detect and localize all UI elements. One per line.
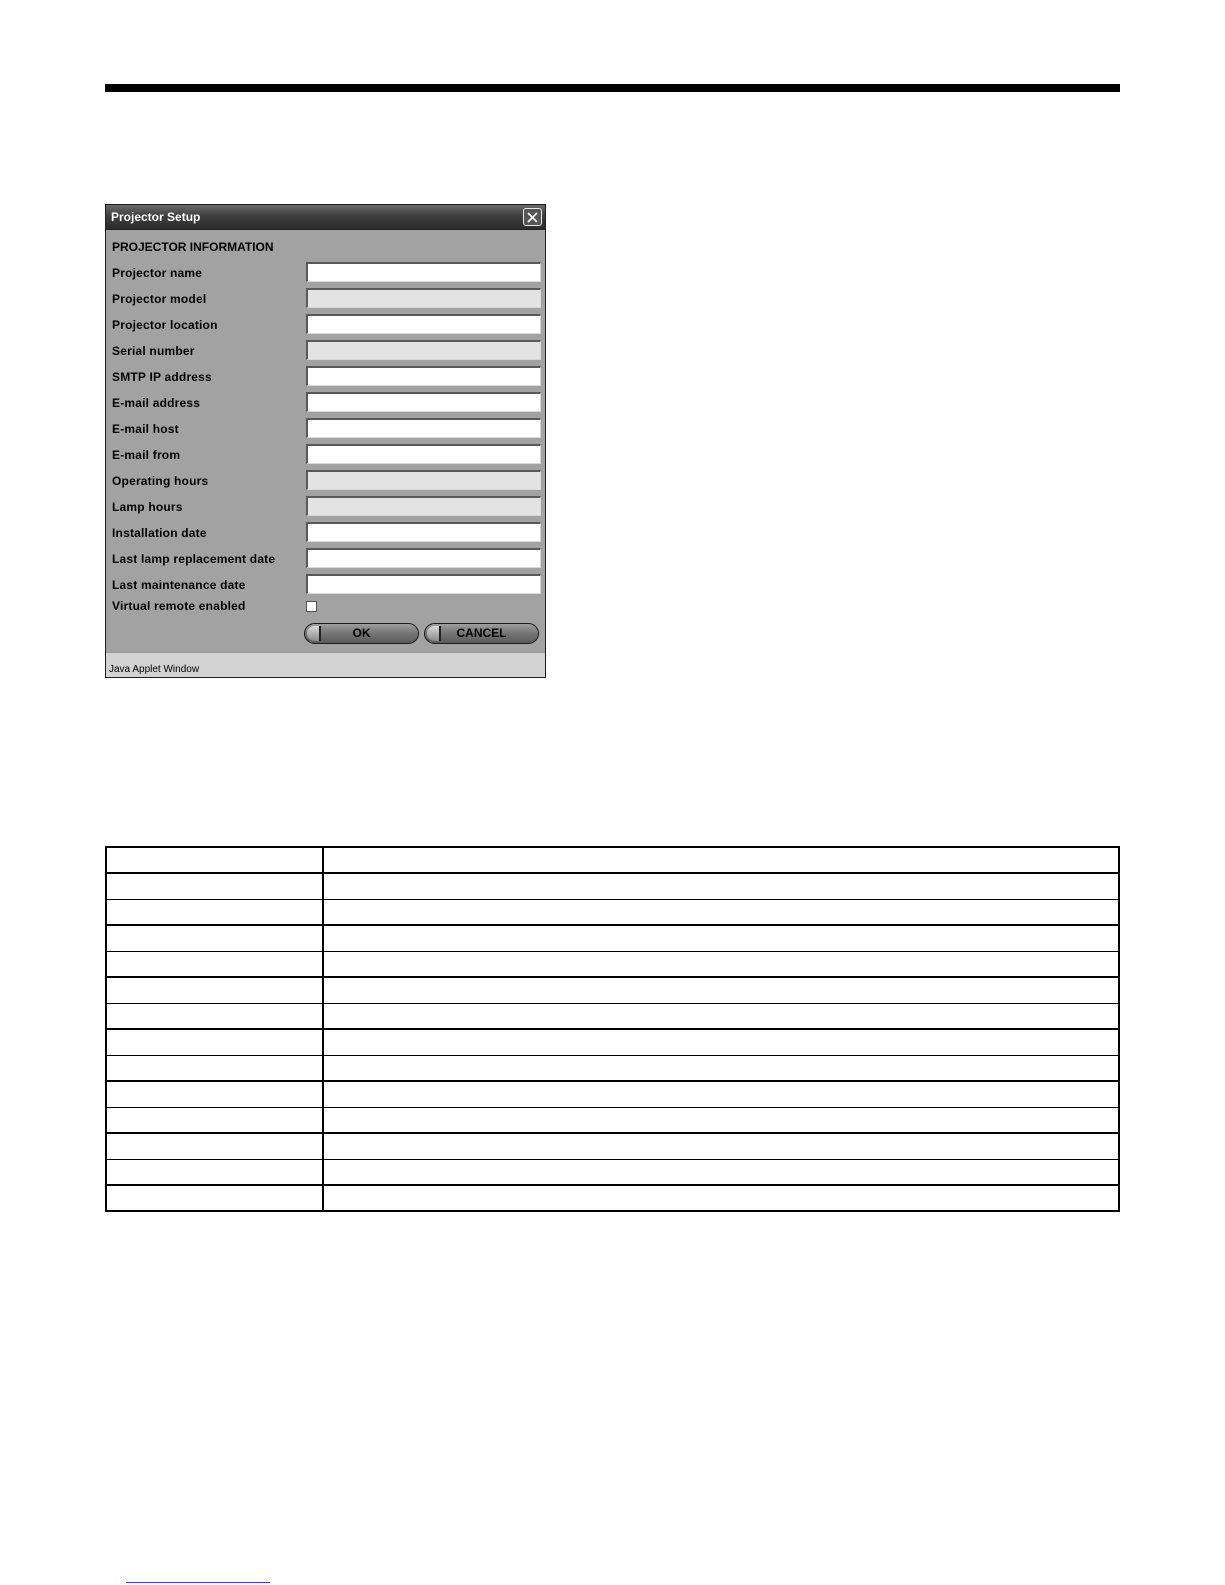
table-row [106,951,1119,977]
table-cell-value [323,899,1119,925]
installation-date-field[interactable] [306,522,541,542]
table-row [106,1055,1119,1081]
table-cell-key [106,1159,323,1185]
table-row [106,1107,1119,1133]
table-cell-key [106,1029,323,1055]
last-lamp-replacement-date-label: Last lamp replacement date [112,552,276,566]
ok-button[interactable] [304,623,419,644]
info-table [105,846,1120,1212]
operating-hours-field [306,470,541,490]
last-maintenance-date-field[interactable] [306,574,541,594]
table-row [106,925,1119,951]
status-text: Java Applet Window [109,664,200,675]
table-row [106,1133,1119,1159]
table-cell-key [106,899,323,925]
serial-number-field [306,340,541,360]
dialog-title: Projector Setup [111,210,201,224]
e-mail-address-field[interactable] [306,392,541,412]
projector-name-field[interactable] [306,262,541,282]
installation-date-label: Installation date [112,526,207,540]
projector-name-label: Projector name [112,266,203,280]
table-cell-key [106,977,323,1003]
table-cell-value [323,873,1119,899]
close-icon [527,212,538,223]
table-cell-key [106,925,323,951]
virtual-remote-label: Virtual remote enabled [112,599,246,613]
table-cell-value [323,1029,1119,1055]
last-lamp-replacement-date-field[interactable] [306,548,541,568]
footer-link-underline [126,1582,270,1583]
smtp-ip-address-label: SMTP IP address [112,370,212,384]
projector-location-label: Projector location [112,318,218,332]
table-cell-value [323,925,1119,951]
smtp-ip-address-field[interactable] [306,366,541,386]
table-cell-key [106,873,323,899]
table-row [106,1081,1119,1107]
e-mail-host-field[interactable] [306,418,541,438]
table-cell-value [323,1159,1119,1185]
e-mail-from-label: E-mail from [112,448,181,462]
header-rule [105,84,1120,92]
table-cell-value [323,1107,1119,1133]
projector-location-field[interactable] [306,314,541,334]
e-mail-host-label: E-mail host [112,422,179,436]
table-cell-value [323,977,1119,1003]
cancel-label: CANCEL [456,626,507,640]
section-title: PROJECTOR INFORMATION [112,240,274,254]
table-cell-value [323,1133,1119,1159]
table-cell-key [106,1055,323,1081]
applet-status-bar [106,652,545,677]
table-cell-value [323,1185,1119,1211]
table-cell-value [323,847,1119,873]
table-cell-key [106,1081,323,1107]
close-button[interactable] [523,208,542,226]
projector-model-label: Projector model [112,292,207,306]
dialog-titlebar[interactable] [106,205,545,230]
table-cell-value [323,1081,1119,1107]
ok-button-cap [307,626,321,641]
table-row [106,1159,1119,1185]
table-cell-key [106,1003,323,1029]
table-row [106,873,1119,899]
table-cell-value [323,1003,1119,1029]
table-row [106,899,1119,925]
lamp-hours-field [306,496,541,516]
table-row [106,977,1119,1003]
table-row [106,847,1119,873]
e-mail-address-label: E-mail address [112,396,201,410]
cancel-button[interactable] [424,623,539,644]
serial-number-label: Serial number [112,344,195,358]
table-row [106,1003,1119,1029]
ok-label: OK [352,626,371,640]
table-cell-value [323,1055,1119,1081]
table-cell-key [106,951,323,977]
table-cell-value [323,951,1119,977]
cancel-button-cap [427,626,441,641]
last-maintenance-date-label: Last maintenance date [112,578,246,592]
lamp-hours-label: Lamp hours [112,500,183,514]
table-cell-key [106,1133,323,1159]
table-cell-key [106,1185,323,1211]
table-cell-key [106,847,323,873]
virtual-remote-checkbox[interactable] [306,601,317,612]
table-row [106,1029,1119,1055]
projector-model-field [306,288,541,308]
table-row [106,1185,1119,1211]
table-cell-key [106,1107,323,1133]
projector-setup-dialog [105,204,546,678]
operating-hours-label: Operating hours [112,474,209,488]
e-mail-from-field[interactable] [306,444,541,464]
